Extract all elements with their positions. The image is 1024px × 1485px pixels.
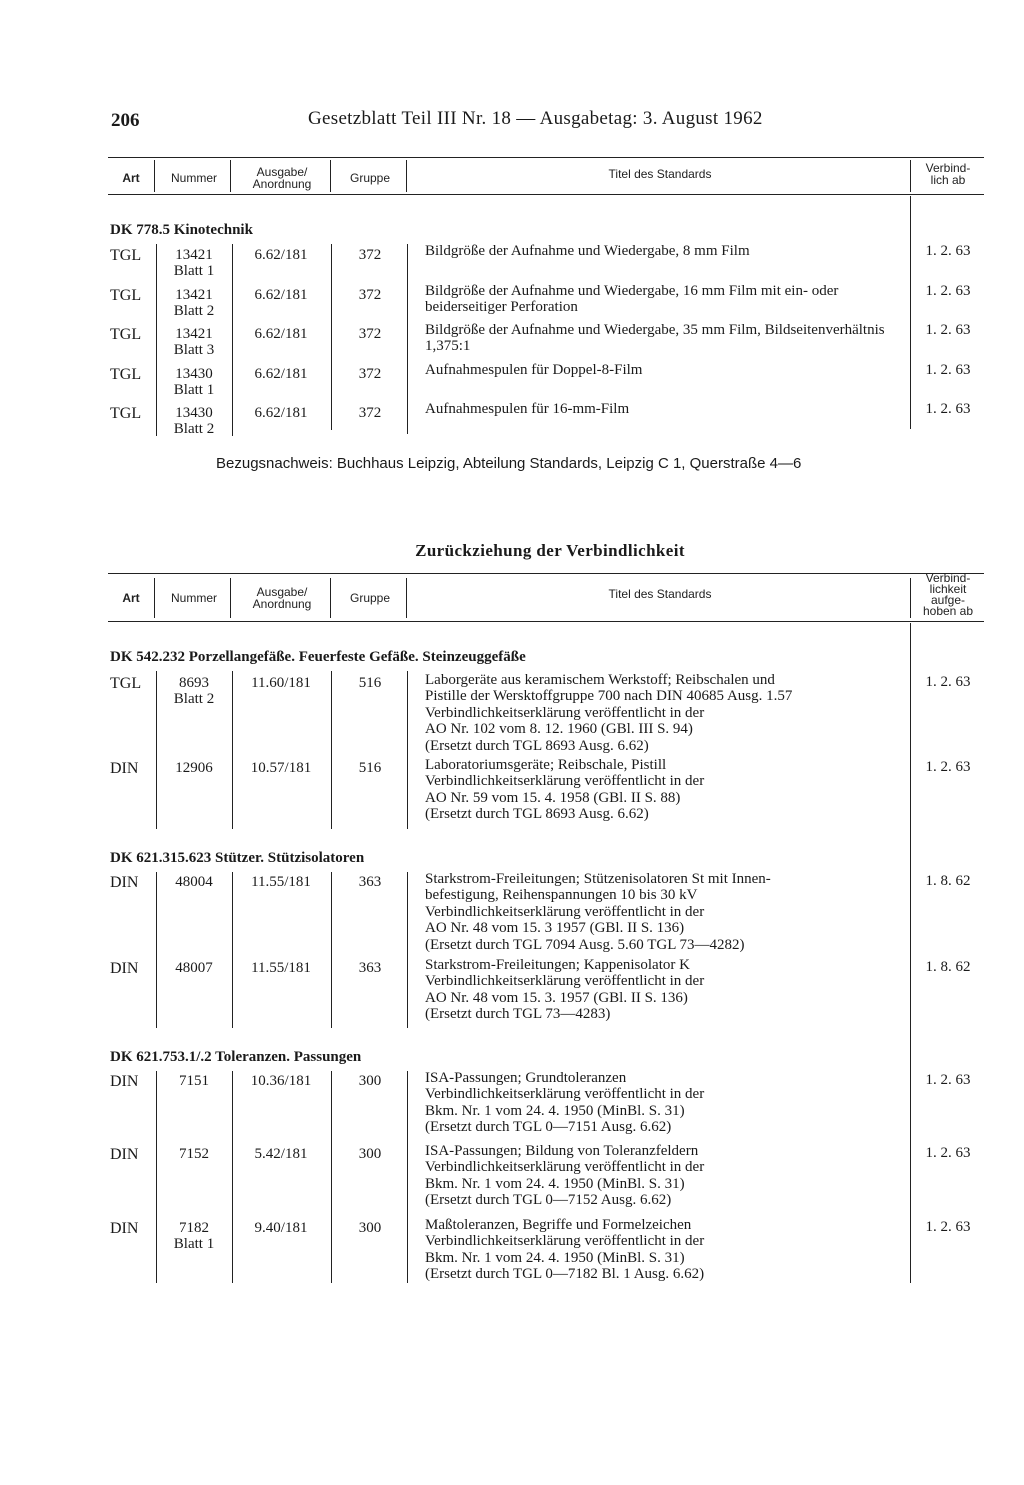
cell-art: TGL	[110, 366, 142, 383]
col-divider	[331, 671, 332, 829]
col-header-verbindlichkeit: lichkeit	[929, 582, 967, 596]
cell-titel-line: befestigung, Reihenspannungen 10 bis 30 kV	[425, 887, 698, 903]
col-divider	[910, 196, 911, 429]
cell-titel-line: AO Nr. 59 vom 15. 4. 1958 (GBl. II S. 88)	[425, 790, 681, 806]
cell-ausgabe: 6.62/181	[254, 366, 308, 382]
cell-titel-line: Pistille der Wersktoffgruppe 700 nach DIN 40685 Ausg. 1.57	[425, 688, 793, 704]
cell-art: DIN	[110, 874, 139, 891]
col-header-verbindlich: Verbind-	[925, 161, 971, 175]
cell-verbindlichkeit-aufgehoben-ab: 1. 2. 63	[925, 1145, 971, 1161]
cell-gruppe: 372	[358, 405, 382, 421]
cell-titel-line: Bkm. Nr. 1 vom 24. 4. 1950 (MinBl. S. 31)	[425, 1250, 685, 1266]
cell-art: TGL	[110, 247, 142, 264]
cell-titel-line: Laboratoriumsgeräte; Reibschale, Pistill	[425, 757, 667, 773]
cell-titel-line: Verbindlichkeitserklärung veröffentlicht in der	[425, 705, 705, 721]
cell-ausgabe: 10.36/181	[250, 1073, 312, 1089]
cell-gruppe: 372	[358, 287, 382, 303]
col-header-gruppe: Gruppe	[349, 171, 391, 185]
cell-titel-line: Verbindlichkeitserklärung veröffentlicht in der	[425, 973, 705, 989]
col-divider	[154, 578, 155, 618]
cell-nummer: 48004	[175, 874, 213, 890]
cell-titel-line: Bkm. Nr. 1 vom 24. 4. 1950 (MinBl. S. 31)	[425, 1103, 685, 1119]
cell-blatt: Blatt 1	[173, 382, 215, 398]
col-header-nummer: Nummer	[170, 171, 217, 185]
cell-titel-line: (Ersetzt durch TGL 73—4283)	[425, 1006, 611, 1022]
section-heading: Zurückziehung der Verbindlichkeit	[415, 541, 685, 560]
cell-verbindlich-ab: 1. 2. 63	[925, 283, 971, 299]
cell-ausgabe: 6.62/181	[254, 405, 308, 421]
cell-verbindlichkeit-aufgehoben-ab: 1. 8. 62	[925, 873, 971, 889]
cell-nummer: 12906	[175, 760, 213, 776]
section-title: DK 542.232 Porzellangefäße. Feuerfeste Gefäße. Steinzeuggefäße	[110, 649, 526, 665]
cell-titel-line: AO Nr. 48 vom 15. 3. 1957 (GBl. II S. 136)	[425, 990, 688, 1006]
col-divider	[230, 160, 231, 192]
cell-verbindlich-ab: 1. 2. 63	[925, 401, 971, 417]
section-title: DK 778.5 Kinotechnik	[110, 222, 253, 238]
cell-gruppe: 372	[358, 247, 382, 263]
cell-gruppe: 300	[358, 1220, 382, 1236]
cell-blatt: Blatt 1	[173, 263, 215, 279]
col-divider	[156, 671, 157, 829]
cell-titel-line: AO Nr. 48 vom 15. 3 1957 (GBl. II S. 136)	[425, 920, 685, 936]
col-divider	[232, 872, 233, 1028]
col-divider	[331, 872, 332, 1028]
col-header-gruppe: Gruppe	[349, 591, 391, 605]
col-header-ausgabe: Ausgabe/	[256, 585, 308, 599]
table2-header-rule	[108, 621, 984, 622]
cell-ausgabe: 11.55/181	[251, 874, 311, 890]
cell-art: DIN	[110, 960, 139, 977]
cell-titel-line: ISA-Passungen; Bildung von Toleranzfeldern	[425, 1143, 699, 1159]
cell-gruppe: 516	[358, 675, 382, 691]
col-header-aufgehoben: aufge-	[930, 593, 966, 607]
cell-verbindlichkeit-aufgehoben-ab: 1. 2. 63	[925, 674, 971, 690]
cell-ausgabe: 9.40/181	[254, 1220, 308, 1236]
cell-verbindlich-ab: 1. 2. 63	[925, 243, 971, 259]
cell-titel-line: Verbindlichkeitserklärung veröffentlicht in der	[425, 1159, 705, 1175]
section-title: DK 621.753.1/.2 Toleranzen. Passungen	[110, 1049, 362, 1065]
cell-titel: Bildgröße der Aufnahme und Wiedergabe, 8 mm Film	[425, 243, 750, 259]
col-divider	[154, 160, 155, 192]
cell-ausgabe: 10.57/181	[250, 760, 312, 776]
col-header-ausgabe: Ausgabe/	[256, 165, 308, 179]
col-header-titel: Titel des Standards	[608, 167, 712, 181]
cell-nummer: 7151	[179, 1073, 209, 1089]
cell-titel-line: (Ersetzt durch TGL 8693 Ausg. 6.62)	[425, 738, 649, 754]
col-divider	[407, 1071, 408, 1283]
cell-verbindlichkeit-aufgehoben-ab: 1. 8. 62	[925, 959, 971, 975]
cell-nummer: 48007	[175, 960, 213, 976]
cell-titel-line: Maßtoleranzen, Begriffe und Formelzeichen	[425, 1217, 692, 1233]
cell-nummer: 7152	[179, 1146, 209, 1162]
cell-titel-line: Verbindlichkeitserklärung veröffentlicht in der	[425, 1086, 705, 1102]
col-divider	[232, 1071, 233, 1283]
col-divider	[232, 671, 233, 829]
cell-titel-line: (Ersetzt durch TGL 0—7152 Ausg. 6.62)	[425, 1192, 672, 1208]
cell-gruppe: 300	[358, 1146, 382, 1162]
table2-top-rule	[108, 573, 984, 574]
cell-ausgabe: 5.42/181	[254, 1146, 308, 1162]
cell-verbindlichkeit-aufgehoben-ab: 1. 2. 63	[925, 759, 971, 775]
cell-art: DIN	[110, 1146, 139, 1163]
col-divider	[156, 872, 157, 1028]
cell-nummer: 13421	[175, 247, 213, 263]
col-divider	[910, 623, 911, 1283]
running-title: Gesetzblatt Teil III Nr. 18 — Ausgabetag: 3. August 1962	[308, 108, 763, 129]
cell-ausgabe: 6.62/181	[254, 287, 308, 303]
cell-art: DIN	[110, 760, 139, 777]
col-divider	[406, 578, 407, 618]
col-divider	[407, 244, 408, 434]
cell-ausgabe: 6.62/181	[254, 326, 308, 342]
table1-top-rule	[108, 157, 984, 158]
col-divider	[910, 160, 911, 192]
cell-art: DIN	[110, 1220, 139, 1237]
cell-titel-line: Verbindlichkeitserklärung veröffentlicht in der	[425, 1233, 705, 1249]
cell-titel-line: (Ersetzt durch TGL 8693 Ausg. 6.62)	[425, 806, 649, 822]
cell-titel-line: Laborgeräte aus keramischem Werkstoff; Reibschalen und	[425, 672, 775, 688]
cell-blatt: Blatt 2	[173, 691, 215, 707]
col-header-verbindlich: Verbind-	[925, 571, 971, 585]
cell-titel: Aufnahmespulen für 16-mm-Film	[425, 401, 630, 417]
cell-titel-line: Starkstrom-Freileitungen; Stützenisolatoren St mit Innen-	[425, 871, 771, 887]
col-divider	[330, 578, 331, 618]
col-header-titel: Titel des Standards	[608, 587, 712, 601]
table1-header-rule	[108, 194, 984, 195]
cell-titel-line: (Ersetzt durch TGL 7094 Ausg. 5.60 TGL 73—4282)	[425, 937, 745, 953]
cell-nummer: 7182	[179, 1220, 209, 1236]
page-number: 206	[111, 110, 140, 131]
col-header-hoben-ab: hoben ab	[922, 604, 974, 618]
cell-titel-line: (Ersetzt durch TGL 0—7151 Ausg. 6.62)	[425, 1119, 672, 1135]
cell-art: TGL	[110, 326, 142, 343]
col-header-anordnung: Anordnung	[252, 597, 312, 611]
col-divider	[156, 244, 157, 436]
cell-verbindlichkeit-aufgehoben-ab: 1. 2. 63	[925, 1072, 971, 1088]
col-header-nummer: Nummer	[170, 591, 217, 605]
cell-gruppe: 363	[358, 874, 382, 890]
cell-titel-line: ISA-Passungen; Grundtoleranzen	[425, 1070, 627, 1086]
col-divider	[910, 578, 911, 618]
cell-blatt: Blatt 1	[173, 1236, 215, 1252]
cell-nummer: 13430	[175, 405, 213, 421]
col-header-art: Art	[122, 171, 140, 185]
cell-titel: Bildgröße der Aufnahme und Wiedergabe, 16 mm Film mit ein- oder beiderseitiger Perforation	[425, 283, 839, 315]
cell-titel-line: Verbindlichkeitserklärung veröffentlicht in der	[425, 773, 705, 789]
col-header-verbindlich-ab: lich ab	[930, 173, 966, 187]
cell-titel-line: Bkm. Nr. 1 vom 24. 4. 1950 (MinBl. S. 31)	[425, 1176, 685, 1192]
cell-art: DIN	[110, 1073, 139, 1090]
cell-nummer: 13421	[175, 287, 213, 303]
col-divider	[407, 671, 408, 829]
cell-titel: Bildgröße der Aufnahme und Wiedergabe, 35 mm Film, Bildseitenverhältnis 1,375:1	[425, 322, 885, 354]
cell-art: TGL	[110, 405, 142, 422]
cell-blatt: Blatt 2	[173, 303, 215, 319]
cell-verbindlich-ab: 1. 2. 63	[925, 322, 971, 338]
cell-gruppe: 516	[358, 760, 382, 776]
cell-nummer: 13430	[175, 366, 213, 382]
cell-blatt: Blatt 2	[173, 421, 215, 437]
col-divider	[331, 1071, 332, 1283]
cell-nummer: 13421	[175, 326, 213, 342]
cell-nummer: 8693	[179, 675, 209, 691]
cell-titel-line: (Ersetzt durch TGL 0—7182 Bl. 1 Ausg. 6.62)	[425, 1266, 705, 1282]
cell-verbindlich-ab: 1. 2. 63	[925, 362, 971, 378]
col-divider	[156, 1071, 157, 1283]
cell-gruppe: 363	[358, 960, 382, 976]
bezugsnachweis: Bezugsnachweis: Buchhaus Leipzig, Abteilung Standards, Leipzig C 1, Querstraße 4—6	[216, 455, 802, 472]
col-divider	[230, 578, 231, 618]
cell-art: TGL	[110, 675, 142, 692]
col-header-anordnung: Anordnung	[252, 177, 312, 191]
cell-ausgabe: 6.62/181	[254, 247, 308, 263]
col-divider	[407, 872, 408, 1028]
cell-ausgabe: 11.55/181	[251, 960, 311, 976]
col-divider	[330, 160, 331, 192]
cell-titel-line: AO Nr. 102 vom 8. 12. 1960 (GBl. III S. 94)	[425, 721, 693, 737]
cell-titel: Aufnahmespulen für Doppel-8-Film	[425, 362, 643, 378]
col-divider	[331, 244, 332, 430]
col-header-art: Art	[122, 591, 140, 605]
col-divider	[406, 160, 407, 192]
section-title: DK 621.315.623 Stützer. Stützisolatoren	[110, 850, 365, 866]
cell-blatt: Blatt 3	[173, 342, 215, 358]
col-divider	[232, 244, 233, 436]
cell-gruppe: 372	[358, 326, 382, 342]
cell-titel-line: Starkstrom-Freileitungen; Kappenisolator K	[425, 957, 690, 973]
cell-ausgabe: 11.60/181	[251, 675, 311, 691]
cell-titel-line: Verbindlichkeitserklärung veröffentlicht in der	[425, 904, 705, 920]
cell-gruppe: 300	[358, 1073, 382, 1089]
cell-verbindlichkeit-aufgehoben-ab: 1. 2. 63	[925, 1219, 971, 1235]
cell-gruppe: 372	[358, 366, 382, 382]
cell-art: TGL	[110, 287, 142, 304]
